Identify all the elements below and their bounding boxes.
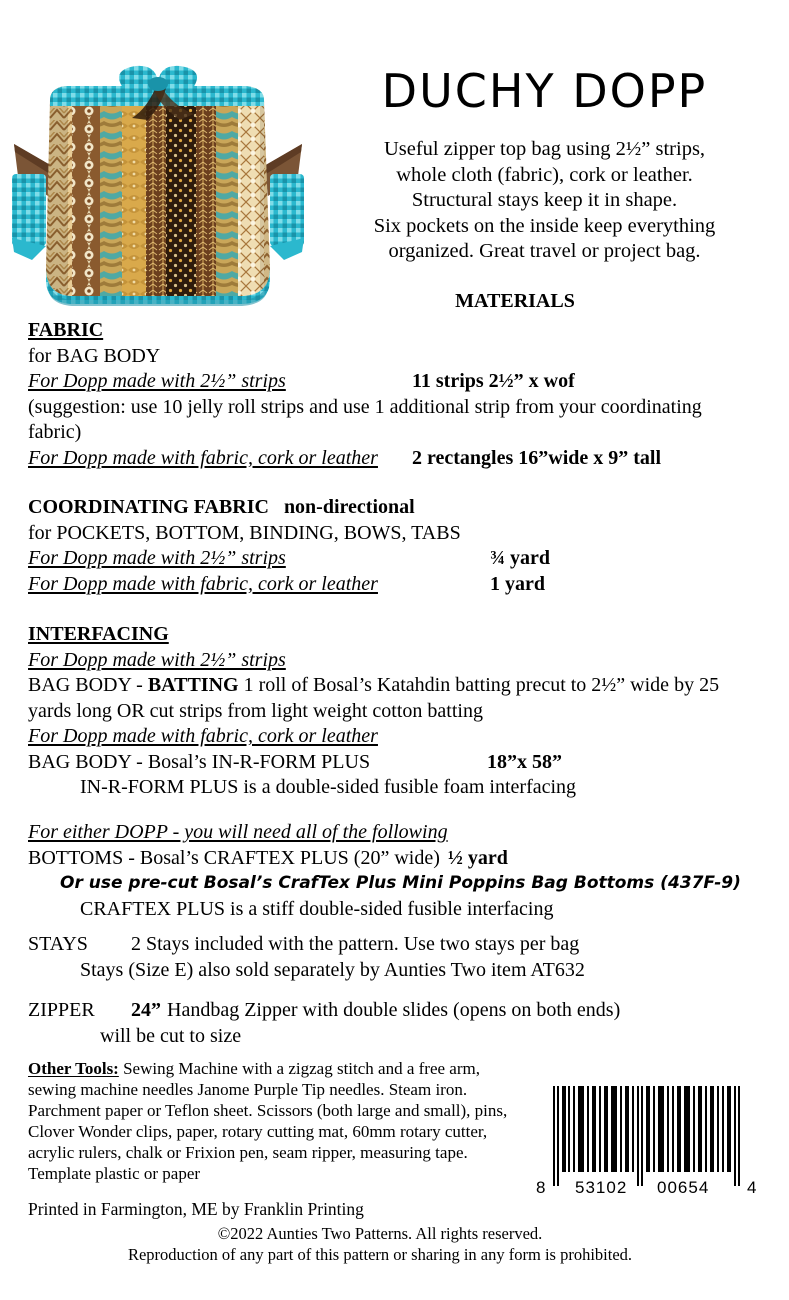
bottoms-value: ½ yard	[447, 846, 508, 869]
barcode-digits	[531, 1178, 771, 1200]
tagline-line-5: organized. Great travel or project bag.	[388, 240, 701, 262]
tagline-line-1: Useful zipper top bag using 2½” strips,	[383, 138, 706, 160]
barcode-right-digit: 4	[747, 1178, 758, 1197]
fabric-strips-label: For Dopp made with 2½” strips	[28, 370, 286, 392]
printed-by: Printed in Farmington, ME by Franklin Printing	[28, 1199, 364, 1219]
tagline-line-3: Structural stays keep it in shape.	[411, 189, 678, 211]
tagline-line-4: Six pockets on the inside keep everything	[373, 214, 716, 237]
batting-prefix: BAG BODY -	[28, 674, 148, 696]
either-label: For either DOPP - you will need all of the following	[28, 821, 448, 843]
inrform-note: IN-R-FORM PLUS is a double-sided fusible foam interfacing	[80, 776, 577, 798]
coordinating-strips-label: For Dopp made with 2½” strips	[28, 547, 286, 569]
section-either-dopp	[28, 820, 741, 922]
page-title: DUCHY DOPP	[381, 64, 708, 118]
section-interfacing	[28, 622, 728, 801]
bottoms-line	[28, 846, 728, 872]
fabric-suggestion: (suggestion: use 10 jelly roll strips and use 1 additional strip from your coordinating fabric)	[28, 395, 702, 443]
fabric-whole-label: For Dopp made with fabric, cork or leather	[28, 446, 378, 469]
fabric-strips-value: 11 strips 2½” x wof	[412, 370, 575, 392]
batting-bold: BATTING	[147, 674, 239, 696]
interfacing-heading: INTERFACING	[28, 623, 169, 645]
zipper-line-1: Handbag Zipper with double slides (opens on both ends)	[167, 999, 621, 1021]
coordinating-strips-value: ¾ yard	[490, 547, 550, 569]
section-stays	[28, 932, 728, 983]
barcode-left-digit: 8	[536, 1178, 547, 1197]
coordinating-whole-value: 1 yard	[490, 572, 545, 595]
reproduction-line: Reproduction of any part of this pattern or sharing in any form is prohibited.	[127, 1245, 633, 1264]
section-fabric	[28, 318, 728, 471]
coordinating-whole-label: For Dopp made with fabric, cork or leather	[28, 572, 378, 595]
stays-line-2: Stays (Size E) also sold separately by Aunties Two item AT632	[80, 958, 585, 981]
bottoms-text: BOTTOMS - Bosal’s CRAFTEX PLUS (20” wide)	[28, 846, 440, 869]
coordinating-heading: COORDINATING FABRIC	[28, 496, 269, 518]
bag-body	[38, 78, 290, 308]
barcode	[531, 1082, 771, 1200]
footer-copyright	[0, 1223, 760, 1265]
interfacing-strips-label: For Dopp made with 2½” strips	[28, 648, 286, 671]
tagline	[300, 137, 789, 265]
craftex-note: CRAFTEX PLUS is a stiff double-sided fusible interfacing	[80, 897, 554, 920]
barcode-group-2: 00654	[657, 1178, 710, 1197]
stays-line-1: 2 Stays included with the pattern. Use two stays per bag	[131, 933, 580, 955]
zipper-value: 24”	[131, 999, 161, 1021]
left-side-tab	[12, 144, 52, 260]
zipper-line-2: will be cut to size	[100, 1024, 242, 1047]
coordinating-subtitle: for POCKETS, BOTTOM, BINDING, BOWS, TABS	[28, 521, 461, 544]
other-tools-text: Sewing Machine with a zigzag stitch and a free arm, sewing machine needles Janome Purple Tip needles. Steam iron. Parchment paper or Teflon sheet. Scissors (both large and small), pins, Clover Wonder clips, paper, rotary cutting mat, 60mm rotary cutter, acrylic rulers, chalk or Frixion pen, seam ripper, measuring tape. Template plastic or paper	[28, 1059, 508, 1183]
coordinating-heading-suffix: non-directional	[283, 496, 415, 518]
right-side-tab	[264, 144, 304, 260]
other-tools	[28, 1058, 528, 1184]
inrform-label: BAG BODY - Bosal’s IN-R-FORM PLUS	[28, 750, 371, 773]
section-zipper	[28, 998, 728, 1049]
zipper-label: ZIPPER	[28, 999, 95, 1021]
section-coordinating-fabric	[28, 495, 728, 597]
tagline-line-2: whole cloth (fabric), cork or leather.	[396, 163, 693, 186]
fabric-whole-value: 2 rectangles 16”wide x 9” tall	[412, 446, 662, 469]
materials-heading: MATERIALS	[455, 290, 575, 312]
copyright-line: ©2022 Aunties Two Patterns. All rights reserved.	[217, 1224, 543, 1243]
stays-label: STAYS	[28, 933, 88, 955]
product-photo	[8, 48, 308, 310]
batting-text: 1 roll of Bosal’s Katahdin batting precut to 2½” wide by 25 yards long OR cut strips from light weight cotton batting	[28, 674, 720, 722]
fabric-subtitle: for BAG BODY	[28, 344, 161, 367]
barcode-group-1: 53102	[575, 1178, 628, 1197]
barcode-bars	[553, 1086, 749, 1186]
inrform-value: 18”x 58”	[487, 750, 562, 773]
precut-note: Or use pre-cut Bosal’s CrafTex Plus Mini Poppins Bag Bottoms (437F-9)	[60, 873, 741, 893]
interfacing-whole-label: For Dopp made with fabric, cork or leather	[28, 725, 378, 747]
interfacing-batting-line	[28, 673, 728, 724]
fabric-heading: FABRIC	[28, 319, 104, 341]
other-tools-label: Other Tools:	[28, 1059, 119, 1078]
duchy-dopp-bag-illustration	[8, 48, 308, 310]
